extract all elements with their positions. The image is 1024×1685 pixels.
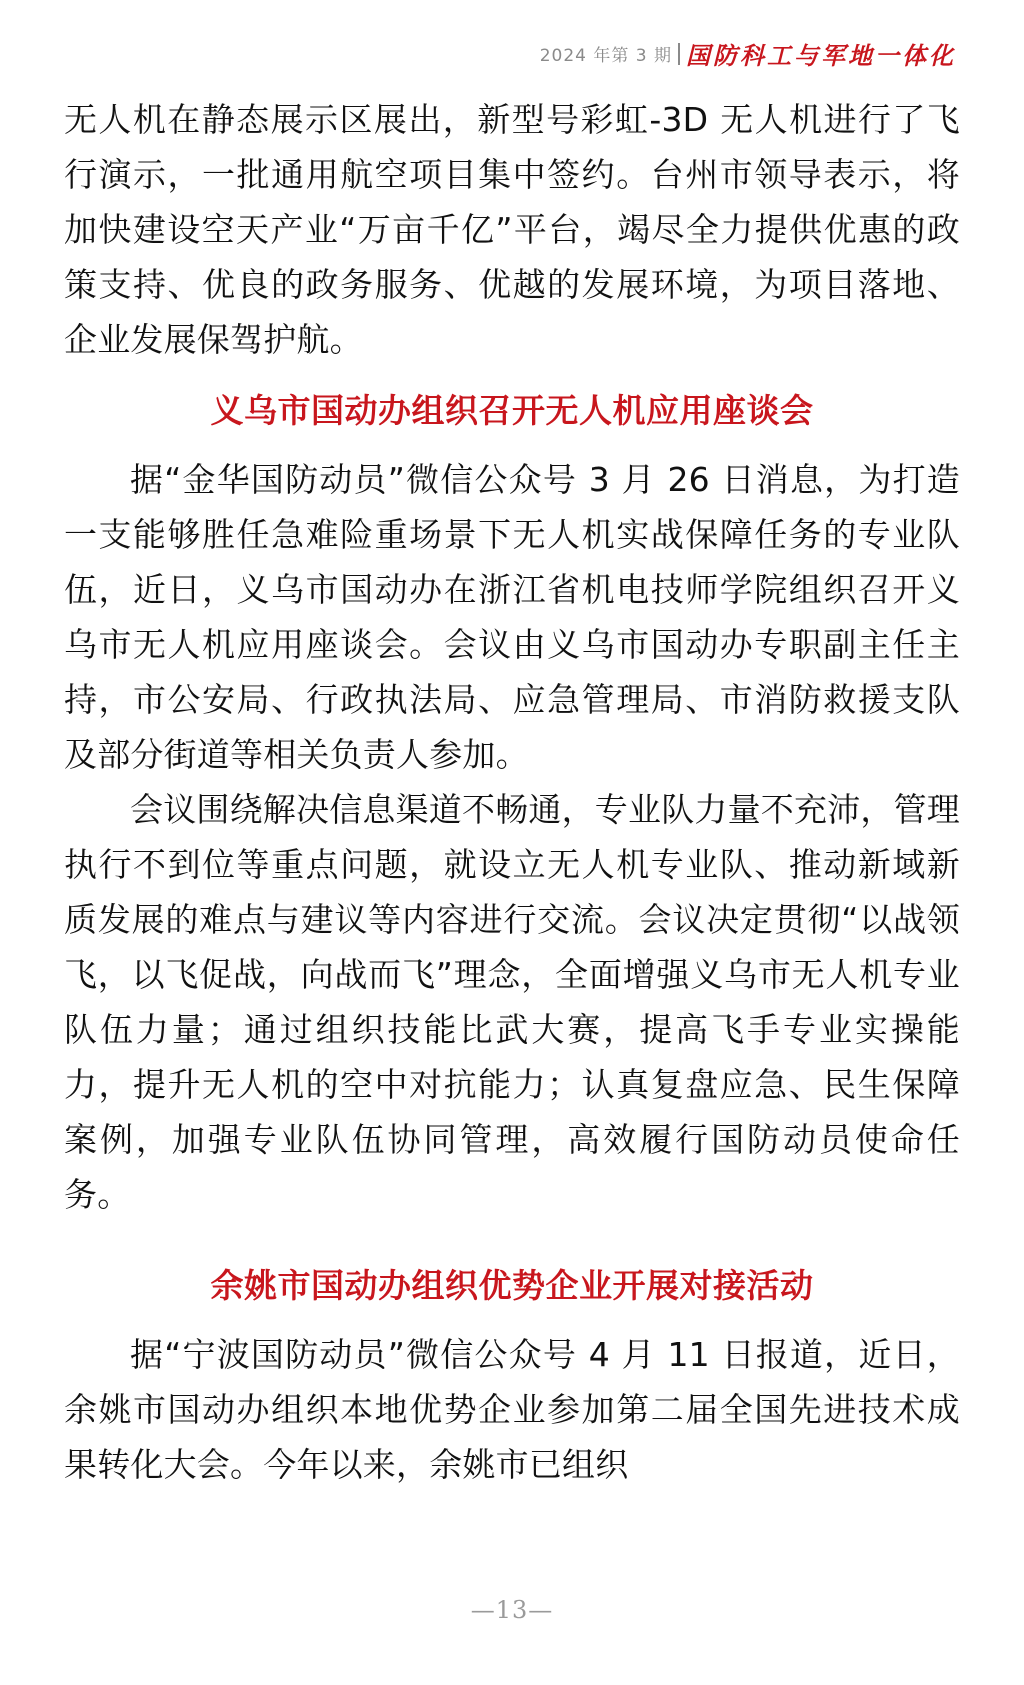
- article-body: [64, 92, 960, 1492]
- page-header: [540, 36, 956, 71]
- paragraph-continued: 无人机在静态展示区展出，新型号彩虹-3D 无人机进行了飞行演示，一批通用航空项目集中签约。台州市领导表示，将加快建设空天产业“万亩千亿”平台，竭尽全力提供优惠的政策支持、优良的政务服务、优越的发展环境，为项目落地、企业发展保驾护航。: [64, 100, 960, 359]
- journal-brand-logo: 国防科工与军地一体化: [686, 41, 956, 70]
- section-title-yuyao: 余姚市国动办组织优势企业开展对接活动: [210, 1266, 814, 1305]
- paragraph-yuyao-1: 据“宁波国防动员”微信公众号 4 月 11 日报道，近日，余姚市国动办组织本地优势企业参加第二届全国先进技术成果转化大会。今年以来，余姚市已组织: [64, 1335, 960, 1484]
- issue-label: 2024 年第 3 期: [539, 46, 672, 66]
- paragraph-yiwu-2: 会议围绕解决信息渠道不畅通，专业队力量不充沛，管理执行不到位等重点问题，就设立无人机专业队、推动新域新质发展的难点与建议等内容进行交流。会议决定贯彻“以战领飞，以飞促战，向战而飞”理念，全面增强义乌市无人机专业队伍力量；通过组织技能比武大赛，提高飞手专业实操能力，提升无人机的空中对抗能力；认真复盘应急、民生保障案例，加强专业队伍协同管理，高效履行国防动员使命任务。: [64, 790, 960, 1214]
- section-title-yiwu: 义乌市国动办组织召开无人机应用座谈会: [210, 391, 814, 430]
- header-divider: [678, 43, 680, 65]
- paragraph-yiwu-1: 据“金华国防动员”微信公众号 3 月 26 日消息，为打造一支能够胜任急难险重场景下无人机实战保障任务的专业队伍，近日，义乌市国动办在浙江省机电技师学院组织召开义乌市无人机应用座谈会。会议由义乌市国动办专职副主任主持，市公安局、行政执法局、应急管理局、市消防救援支队及部分街道等相关负责人参加。: [64, 460, 960, 774]
- page-number: —13—: [470, 1596, 554, 1624]
